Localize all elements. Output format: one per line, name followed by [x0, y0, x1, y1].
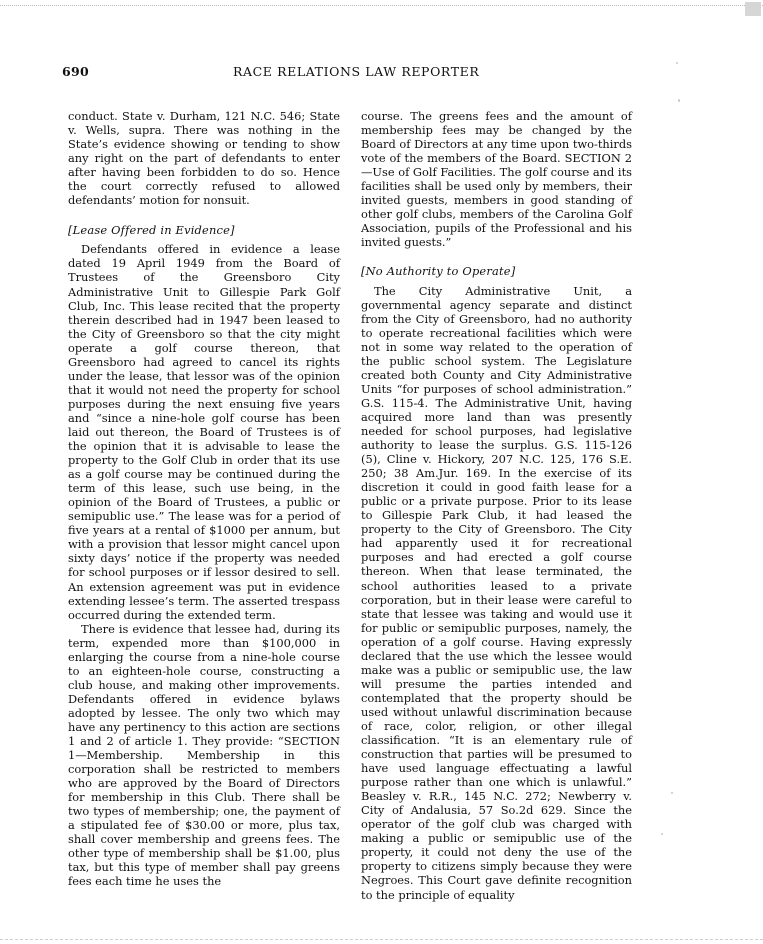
paragraph: conduct. State v. Durham, 121 N.C. 546; State v. Wells, supra. There was nothing in the State’s evidence showing or tending to show any right on the part of defendants to enter after having been forbidden to do so. Hence the court correctly refused to allowed defendants’ motion for nonsuit. — [68, 109, 340, 208]
left-column — [68, 109, 340, 889]
scan-corner-mark — [745, 2, 761, 16]
section-heading: [No Authority to Operate] — [361, 264, 516, 279]
running-head: RACE RELATIONS LAW REPORTER — [233, 64, 480, 79]
scan-speck — [678, 99, 680, 102]
paragraph: course. The greens fees and the amount of membership fees may be changed by the Board of Directors at any time upon two-thirds vote of the members of the Board. SECTION 2—Use of Golf Facilities. The golf course and its facilities shall be used only by members, their invited guests, members in good standing of other golf clubs, members of the Carolina Golf Association, pupils of the Professional and his invited guests.” — [361, 109, 632, 250]
scan-speck — [676, 62, 678, 64]
section-heading: [Lease Offered in Evidence] — [68, 223, 235, 238]
page-number: 690 — [62, 64, 89, 79]
bottom-border-rule — [0, 939, 763, 940]
scan-speck — [671, 792, 673, 794]
paragraph: The City Administrative Unit, a governmental agency separate and distinct from the City of Greensboro, had no authority to operate recreational facilities which were not in some way related to the operation of the public school system. The Legislature created both County and City Administrative Units “for purposes of school administration.” G.S. 115-4. The Administrative Unit, having acquired more land than was presently needed for school purposes, had legislative authority to lease the surplus. G.S. 115-126 (5), Cline v. Hickory, 207 N.C. 125, 176 S.E. 250; 38 Am.Jur. 169. In the exercise of its discretion it could in good faith lease for a public or a private purpose. Prior to its lease to Gillespie Park Club, it had leased the property to the City of Greensboro. The City had apparently used it for recreational purposes and had erected a golf course thereon. When that lease terminated, the school authorities leased to a private corporation, but in their lease were careful to state that lessee was taking and would use it for public or semipublic purposes, namely, the operation of a golf course. Having expressly declared that the use which the lessee would make was a public or semipublic use, the law will presume the parties intended and contemplated that the property should be used without unlawful discrimination because of race, color, religion, or other illegal classification. “It is an elementary rule of construction that parties will be presumed to have used language effectuating a lawful purpose rather than one which is unlawful.” Beasley v. R.R., 145 N.C. 272; Newberry v. City of Andalusia, 57 So.2d 629. Since the operator of the golf club was charged with making a public or semipublic use of the property, it could not deny the use of the property to citizens simply because they were Negroes. This Court gave definite recognition to the principle of equality — [361, 283, 632, 902]
right-column — [361, 109, 632, 902]
page-header — [0, 64, 763, 84]
paragraph: There is evidence that lessee had, during its term, expended more than $100,000 in enlarging the course from a nine-hole course to an eighteen-hole course, constructing a club house, and making other improvements. Defendants offered in evidence bylaws adopted by lessee. The only two which may have any pertinency to this action are sections 1 and 2 of article 1. They provide: “SECTION 1—Membership. Membership in this corporation shall be restricted to members who are approved by the Board of Directors for membership in this Club. There shall be two types of membership; one, the payment of a stipulated fee of $30.00 or more, plus tax, shall cover membership and greens fees. The other type of membership shall be $1.00, plus tax, but this type of member shall pay greens fees each time he uses the — [68, 621, 340, 889]
top-border-rule — [0, 5, 763, 6]
paragraph: Defendants offered in evidence a lease dated 19 April 1949 from the Board of Trustees of the Greensboro City Administrative Unit to Gillespie Park Golf Club, Inc. This lease recited that the property therein described had in 1947 been leased to the City of Greensboro so that the city might operate a golf course thereon, that Greensboro had agreed to cancel its rights under the lease, that lessor was of the opinion that it would not need the property for school purposes during the next ensuing five years and “since a nine-hole golf course has been laid out thereon, the Board of Trustees is of the opinion that it is advisable to lease the property to the Golf Club in order that its use as a golf course may be continued during the term of this lease, such use being, in the opinion of the Board of Trustees, a public or semipublic use.” The lease was for a period of five years at a rental of $1000 per annum, but with a provision that lessor might cancel upon sixty days’ notice if the property was needed for school purposes or if lessor desired to sell. An extension agreement was put in evidence extending lessee’s term. The asserted trespass occurred during the extended term. — [68, 242, 340, 622]
scan-speck — [661, 833, 663, 835]
